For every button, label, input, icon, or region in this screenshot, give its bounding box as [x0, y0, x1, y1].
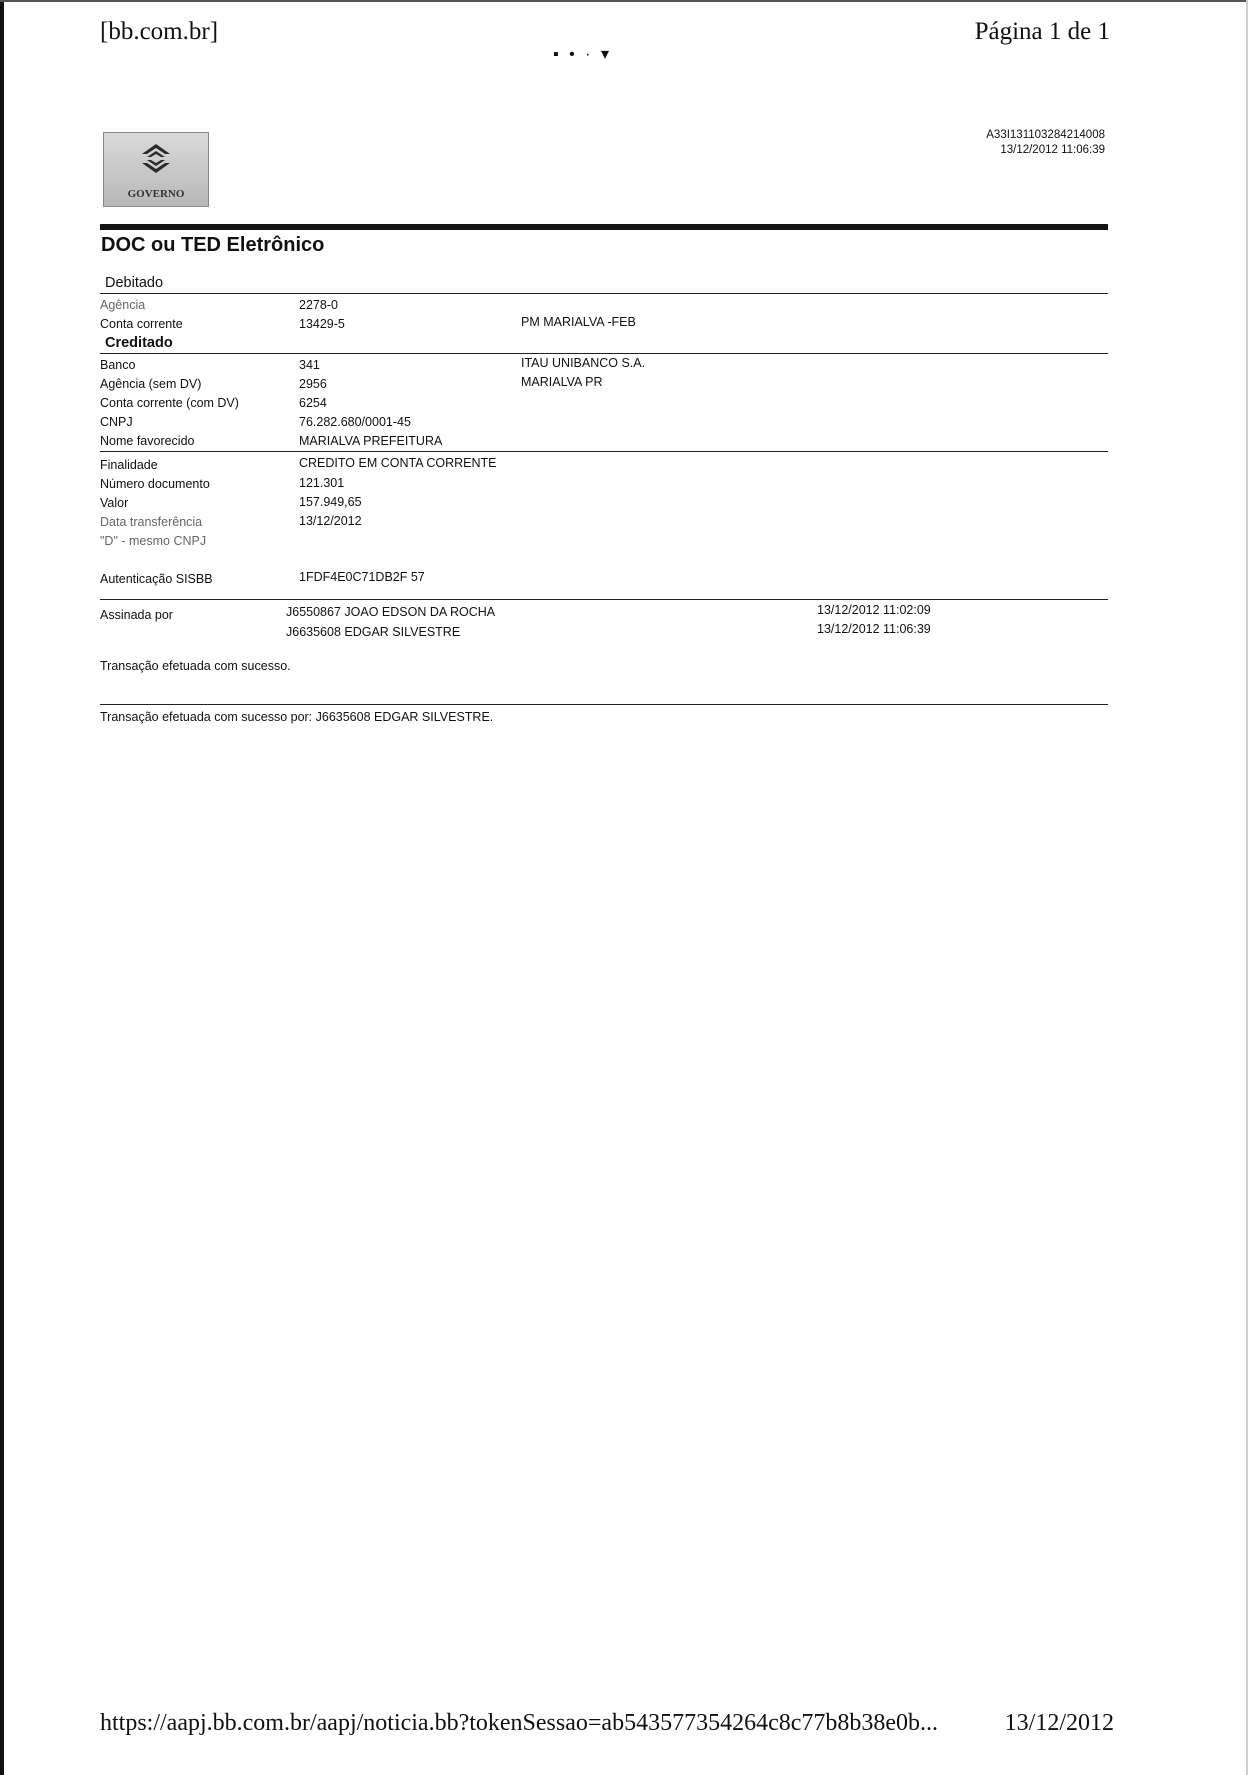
value-nome-favorecido: MARIALVA PREFEITURA	[299, 434, 443, 448]
transaction-code-block	[986, 128, 1105, 158]
label-finalidade: Finalidade	[100, 458, 158, 472]
signer-datetime: 13/12/2012 11:02:09	[817, 603, 931, 617]
title-divider	[100, 224, 1108, 230]
bb-governo-logo	[103, 132, 209, 207]
scan-edge-left	[0, 0, 4, 1775]
divider	[100, 353, 1108, 354]
status-message: Transação efetuada com sucesso.	[100, 659, 291, 673]
value-agencia: 2278-0	[299, 298, 338, 312]
value-conta-titular: PM MARIALVA -FEB	[521, 315, 636, 329]
scan-edge-top	[0, 0, 1248, 2]
label-data-transferencia: Data transferência	[100, 515, 203, 529]
value-banco-nome: ITAU UNIBANCO S.A.	[521, 356, 646, 370]
label-numero-documento: Número documento	[100, 477, 210, 491]
print-footer-date: 13/12/2012	[1004, 1710, 1114, 1736]
divider	[100, 599, 1108, 600]
label-valor: Valor	[100, 496, 129, 510]
section-creditado-heading: Creditado	[105, 335, 173, 351]
note-mesmo-cnpj: "D" - mesmo CNPJ	[100, 534, 207, 548]
signer-name: J6635608 EDGAR SILVESTRE	[286, 625, 461, 639]
value-numero-documento: 121.301	[299, 476, 345, 490]
scan-specks: ▪ • · ▾	[553, 46, 612, 63]
label-assinada-por: Assinada por	[100, 608, 173, 622]
label-autenticacao: Autenticação SISBB	[100, 572, 213, 586]
label-banco: Banco	[100, 358, 136, 372]
print-header-page: Página 1 de 1	[974, 18, 1110, 45]
value-cidade: MARIALVA PR	[521, 375, 603, 389]
status-message-by: Transação efetuada com sucesso por: J6635608 EDGAR SILVESTRE.	[100, 710, 494, 724]
label-agencia-sem-dv: Agência (sem DV)	[100, 377, 202, 391]
document-title: DOC ou TED Eletrônico	[101, 234, 325, 256]
value-finalidade: CREDITO EM CONTA CORRENTE	[299, 456, 497, 470]
transaction-datetime: 13/12/2012 11:06:39	[1000, 144, 1105, 156]
logo-text: GOVERNO	[127, 188, 185, 200]
value-conta-com-dv: 6254	[299, 396, 327, 410]
divider	[100, 704, 1108, 705]
print-header-site: [bb.com.br]	[100, 18, 219, 45]
signer-name: J6550867 JOAO EDSON DA ROCHA	[286, 605, 496, 619]
signer-datetime: 13/12/2012 11:06:39	[817, 622, 931, 636]
value-conta-corrente: 13429-5	[299, 317, 345, 331]
print-footer-url: https://aapj.bb.com.br/aapj/noticia.bb?tokenSessao=ab543577354264c8c77b8b38e0b...	[100, 1710, 939, 1736]
divider	[100, 451, 1108, 452]
transaction-code: A33I131103284214008	[986, 129, 1105, 141]
label-agencia: Agência	[100, 298, 146, 312]
divider	[100, 293, 1108, 294]
value-autenticacao: 1FDF4E0C71DB2F 57	[299, 570, 425, 584]
label-conta-corrente: Conta corrente	[100, 317, 183, 331]
value-cnpj: 76.282.680/0001-45	[299, 415, 411, 429]
label-nome-favorecido: Nome favorecido	[100, 434, 195, 448]
bb-logo-icon	[141, 143, 171, 177]
value-banco: 341	[299, 358, 320, 372]
value-valor: 157.949,65	[299, 495, 362, 509]
value-agencia-sem-dv: 2956	[299, 377, 327, 391]
value-data-transferencia: 13/12/2012	[299, 514, 362, 528]
label-conta-com-dv: Conta corrente (com DV)	[100, 396, 239, 410]
label-cnpj: CNPJ	[100, 415, 133, 429]
section-debitado-heading: Debitado	[105, 275, 164, 291]
